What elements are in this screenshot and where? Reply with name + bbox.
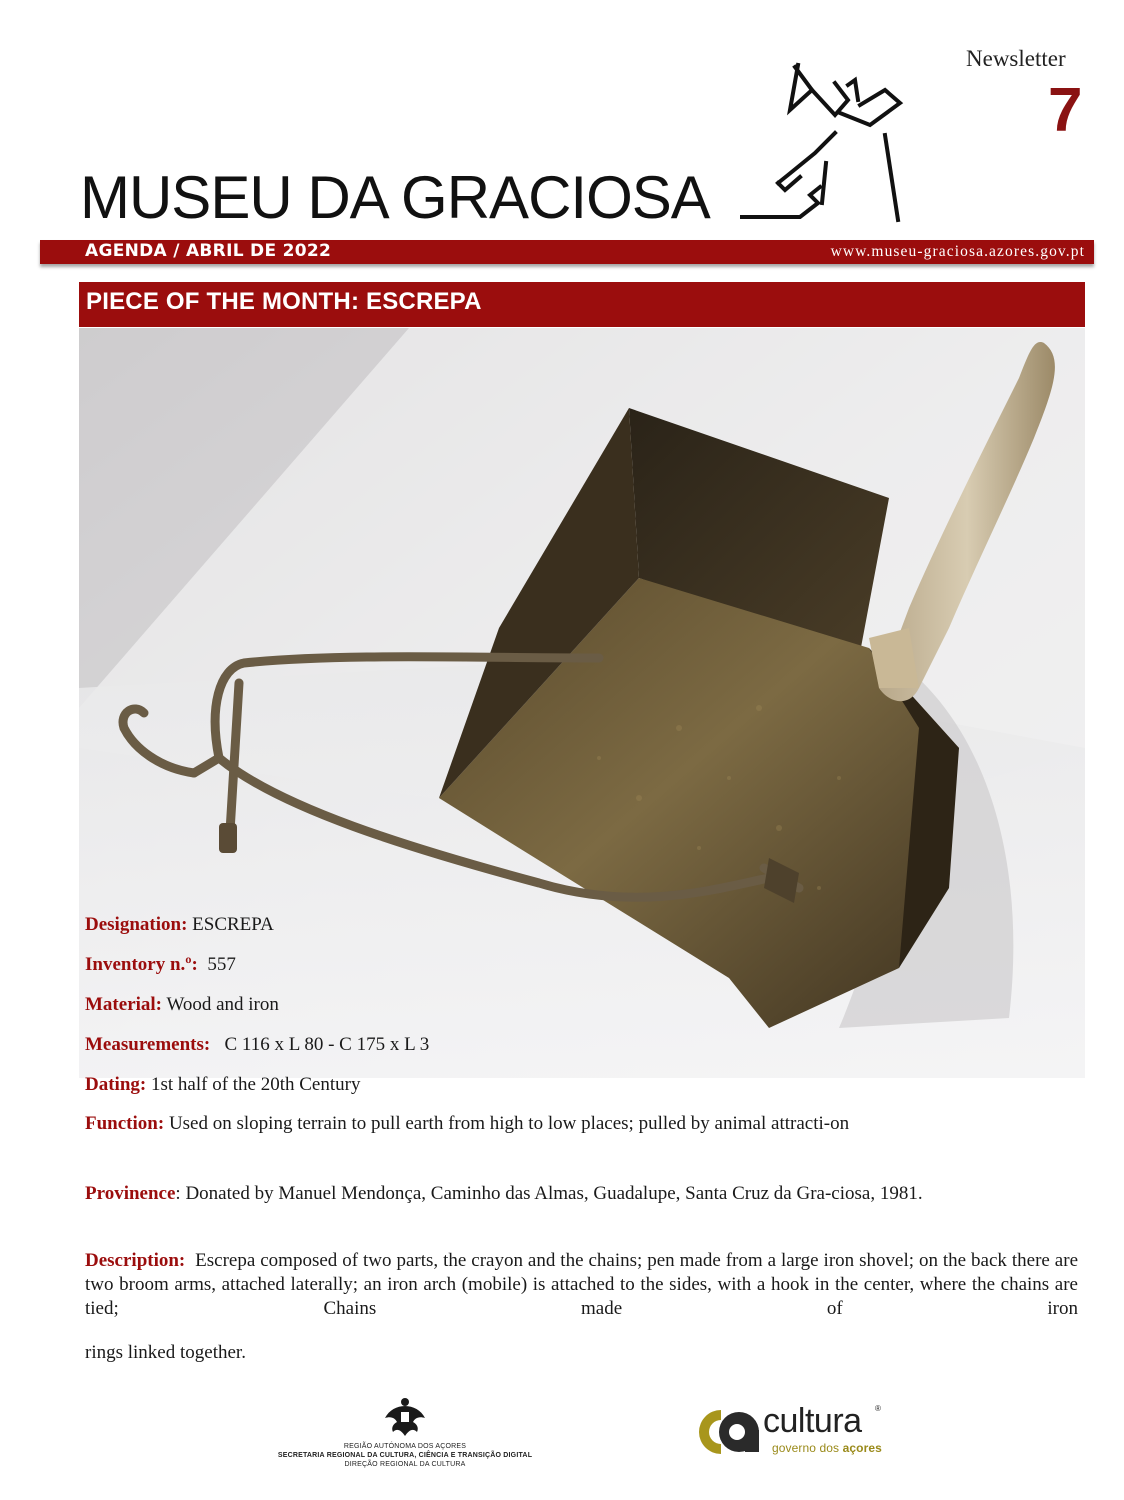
- cultura-sub-bold: açores: [842, 1441, 882, 1455]
- inventory-label: Inventory n.º:: [85, 954, 198, 975]
- function-value: Used on sloping terrain to pull earth from high to low places; pulled by animal attracti-on: [168, 1113, 850, 1134]
- section-title: PIECE OF THE MONTH: ESCREPA: [86, 288, 482, 315]
- provenance-paragraph: [85, 1179, 1078, 1208]
- inventory-value: 557: [207, 954, 236, 975]
- cultura-ca-icon: [693, 1406, 763, 1458]
- windmill-logo-icon: [740, 55, 910, 230]
- newsletter-number: 7: [1048, 76, 1083, 145]
- newsletter-label: Newsletter: [966, 46, 1066, 71]
- azores-government-logo: [270, 1396, 540, 1476]
- agenda-date: AGENDA / ABRIL DE 2022: [85, 241, 332, 261]
- measurements-value: C 116 x L 80 - C 175 x L 3: [224, 1034, 430, 1055]
- material-value: Wood and iron: [166, 994, 279, 1015]
- measurements-row: [85, 1035, 429, 1054]
- designation-label: Designation:: [85, 914, 188, 935]
- function-paragraph: [85, 1109, 1078, 1138]
- provenance-value: : Donated by Manuel Mendonça, Caminho das Almas, Guadalupe, Santa Cruz da Gra-ciosa, 1981.: [175, 1183, 923, 1204]
- dating-value: 1st half of the 20th Century: [150, 1074, 361, 1095]
- cultura-word: cultura: [763, 1402, 862, 1440]
- museum-title: MUSEU DA GRACIOSA: [80, 164, 710, 231]
- website-link[interactable]: www.museu-graciosa.azores.gov.pt: [830, 243, 1085, 260]
- eagle-crest-icon: [383, 1396, 427, 1438]
- function-label: Function:: [85, 1113, 165, 1134]
- description-end: rings linked together.: [85, 1342, 246, 1363]
- cultura-logo: [693, 1402, 893, 1464]
- gov-line-3: DIREÇÃO REGIONAL DA CULTURA: [344, 1461, 466, 1468]
- description-value: Escrepa composed of two parts, the crayon and the chains; pen made from a large iron shovel; on the back there are two broom arms, attached laterally; an iron arch (mobile) is attached to the sides, with a hook in the center, where the chains are tied; Chains made of iron: [85, 1250, 1078, 1319]
- description-paragraph: [85, 1249, 1078, 1321]
- inventory-row: [85, 955, 236, 974]
- cultura-sub-prefix: governo dos: [772, 1441, 843, 1455]
- description-label: Description:: [85, 1250, 186, 1271]
- material-row: [85, 995, 279, 1014]
- agenda-bar: [40, 240, 1094, 264]
- provenance-label: Provinence: [85, 1183, 176, 1204]
- dating-label: Dating:: [85, 1074, 147, 1095]
- cultura-registered: ®: [875, 1404, 881, 1413]
- measurements-label: Measurements:: [85, 1034, 211, 1055]
- gov-line-2: SECRETARIA REGIONAL DA CULTURA, CIÊNCIA E TRANSIÇÃO DIGITAL: [277, 1452, 533, 1459]
- gov-line-1: REGIÃO AUTÓNOMA DOS AÇORES: [343, 1443, 467, 1450]
- section-title-band: [79, 282, 1085, 327]
- designation-row: [85, 915, 274, 934]
- dating-row: [85, 1075, 360, 1094]
- cultura-subtitle: [772, 1441, 882, 1455]
- material-label: Material:: [85, 994, 163, 1015]
- designation-value: ESCREPA: [192, 914, 274, 935]
